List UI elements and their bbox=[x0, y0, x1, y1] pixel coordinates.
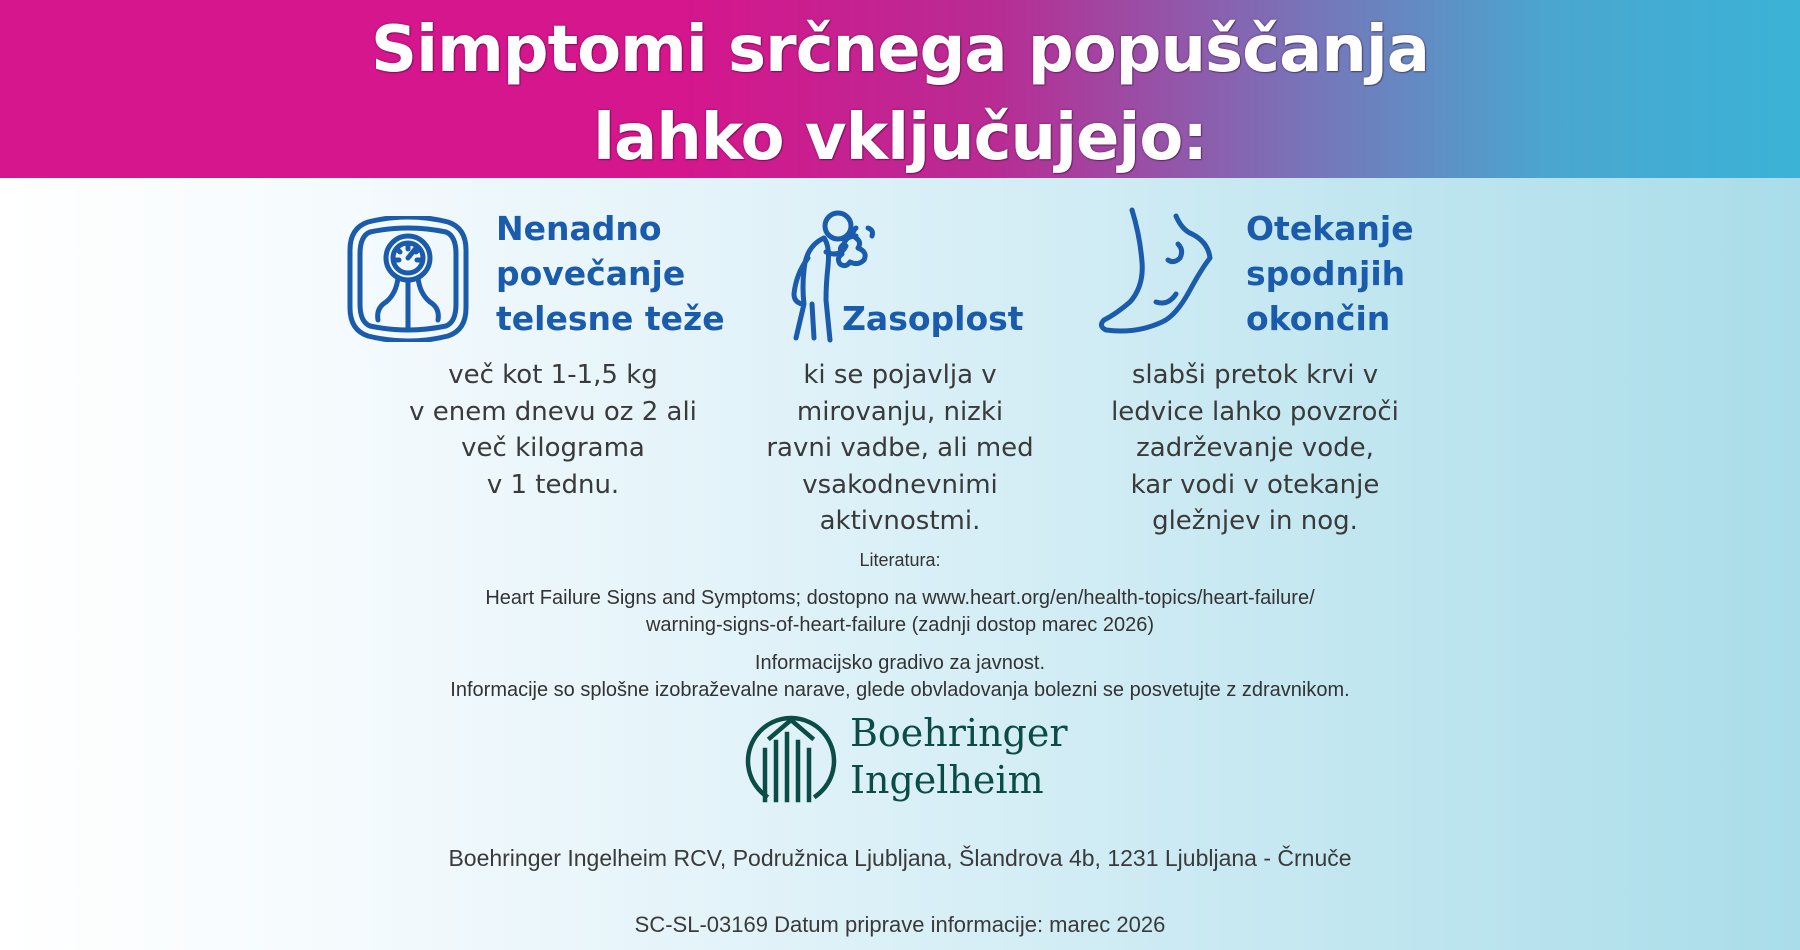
header-banner bbox=[0, 0, 1800, 178]
symptom-text-swelling: slabši pretok krvi v ledvice lahko povzroči zadrževanje vode, kar vodi v otekanje gležnjev in nog. bbox=[1111, 360, 1399, 536]
references-label: Literatura: bbox=[859, 550, 941, 570]
symptom-text-weight: več kot 1-1,5 kg v enem dnevu oz 2 ali več kilograma v 1 tednu. bbox=[409, 360, 697, 500]
scale-icon bbox=[346, 216, 470, 342]
symptom-heading-weight: Nenadno povečanje telesne teže bbox=[496, 209, 725, 338]
footer-address: Boehringer Ingelheim RCV, Podružnica Ljubljana, Šlandrova 4b, 1231 Ljubljana - Črnuče bbox=[448, 845, 1352, 871]
footer-code: SC-SL-03169 Datum priprave informacije: marec 2026 bbox=[634, 912, 1166, 937]
symptom-text-breath: ki se pojavlja v mirovanju, nizki ravni vadbe, ali med vsakodnevnimi aktivnostmi. bbox=[766, 360, 1034, 536]
disclaimer: Informacijsko gradivo za javnost. Informacije so splošne izobraževalne narave, glede obvladovanja bolezni se posvetujte z zdravnikom. bbox=[450, 652, 1350, 701]
swollen-foot-icon bbox=[1096, 206, 1214, 334]
references-citation: Heart Failure Signs and Symptoms; dostopno na www.heart.org/en/health-topics/heart-failure/ warning-signs-of-heart-failure (zadnji dostop marec 2026) bbox=[485, 587, 1315, 636]
symptom-heading-swelling: Otekanje spodnjih okončin bbox=[1246, 209, 1414, 338]
symptom-heading-breath: Zasoplost bbox=[842, 299, 1024, 338]
logo-text: Boehringer Ingelheim bbox=[850, 711, 1068, 802]
page-title: Simptomi srčnega popuščanja lahko vključujejo: bbox=[371, 13, 1429, 175]
boehringer-ingelheim-logo bbox=[744, 708, 838, 804]
